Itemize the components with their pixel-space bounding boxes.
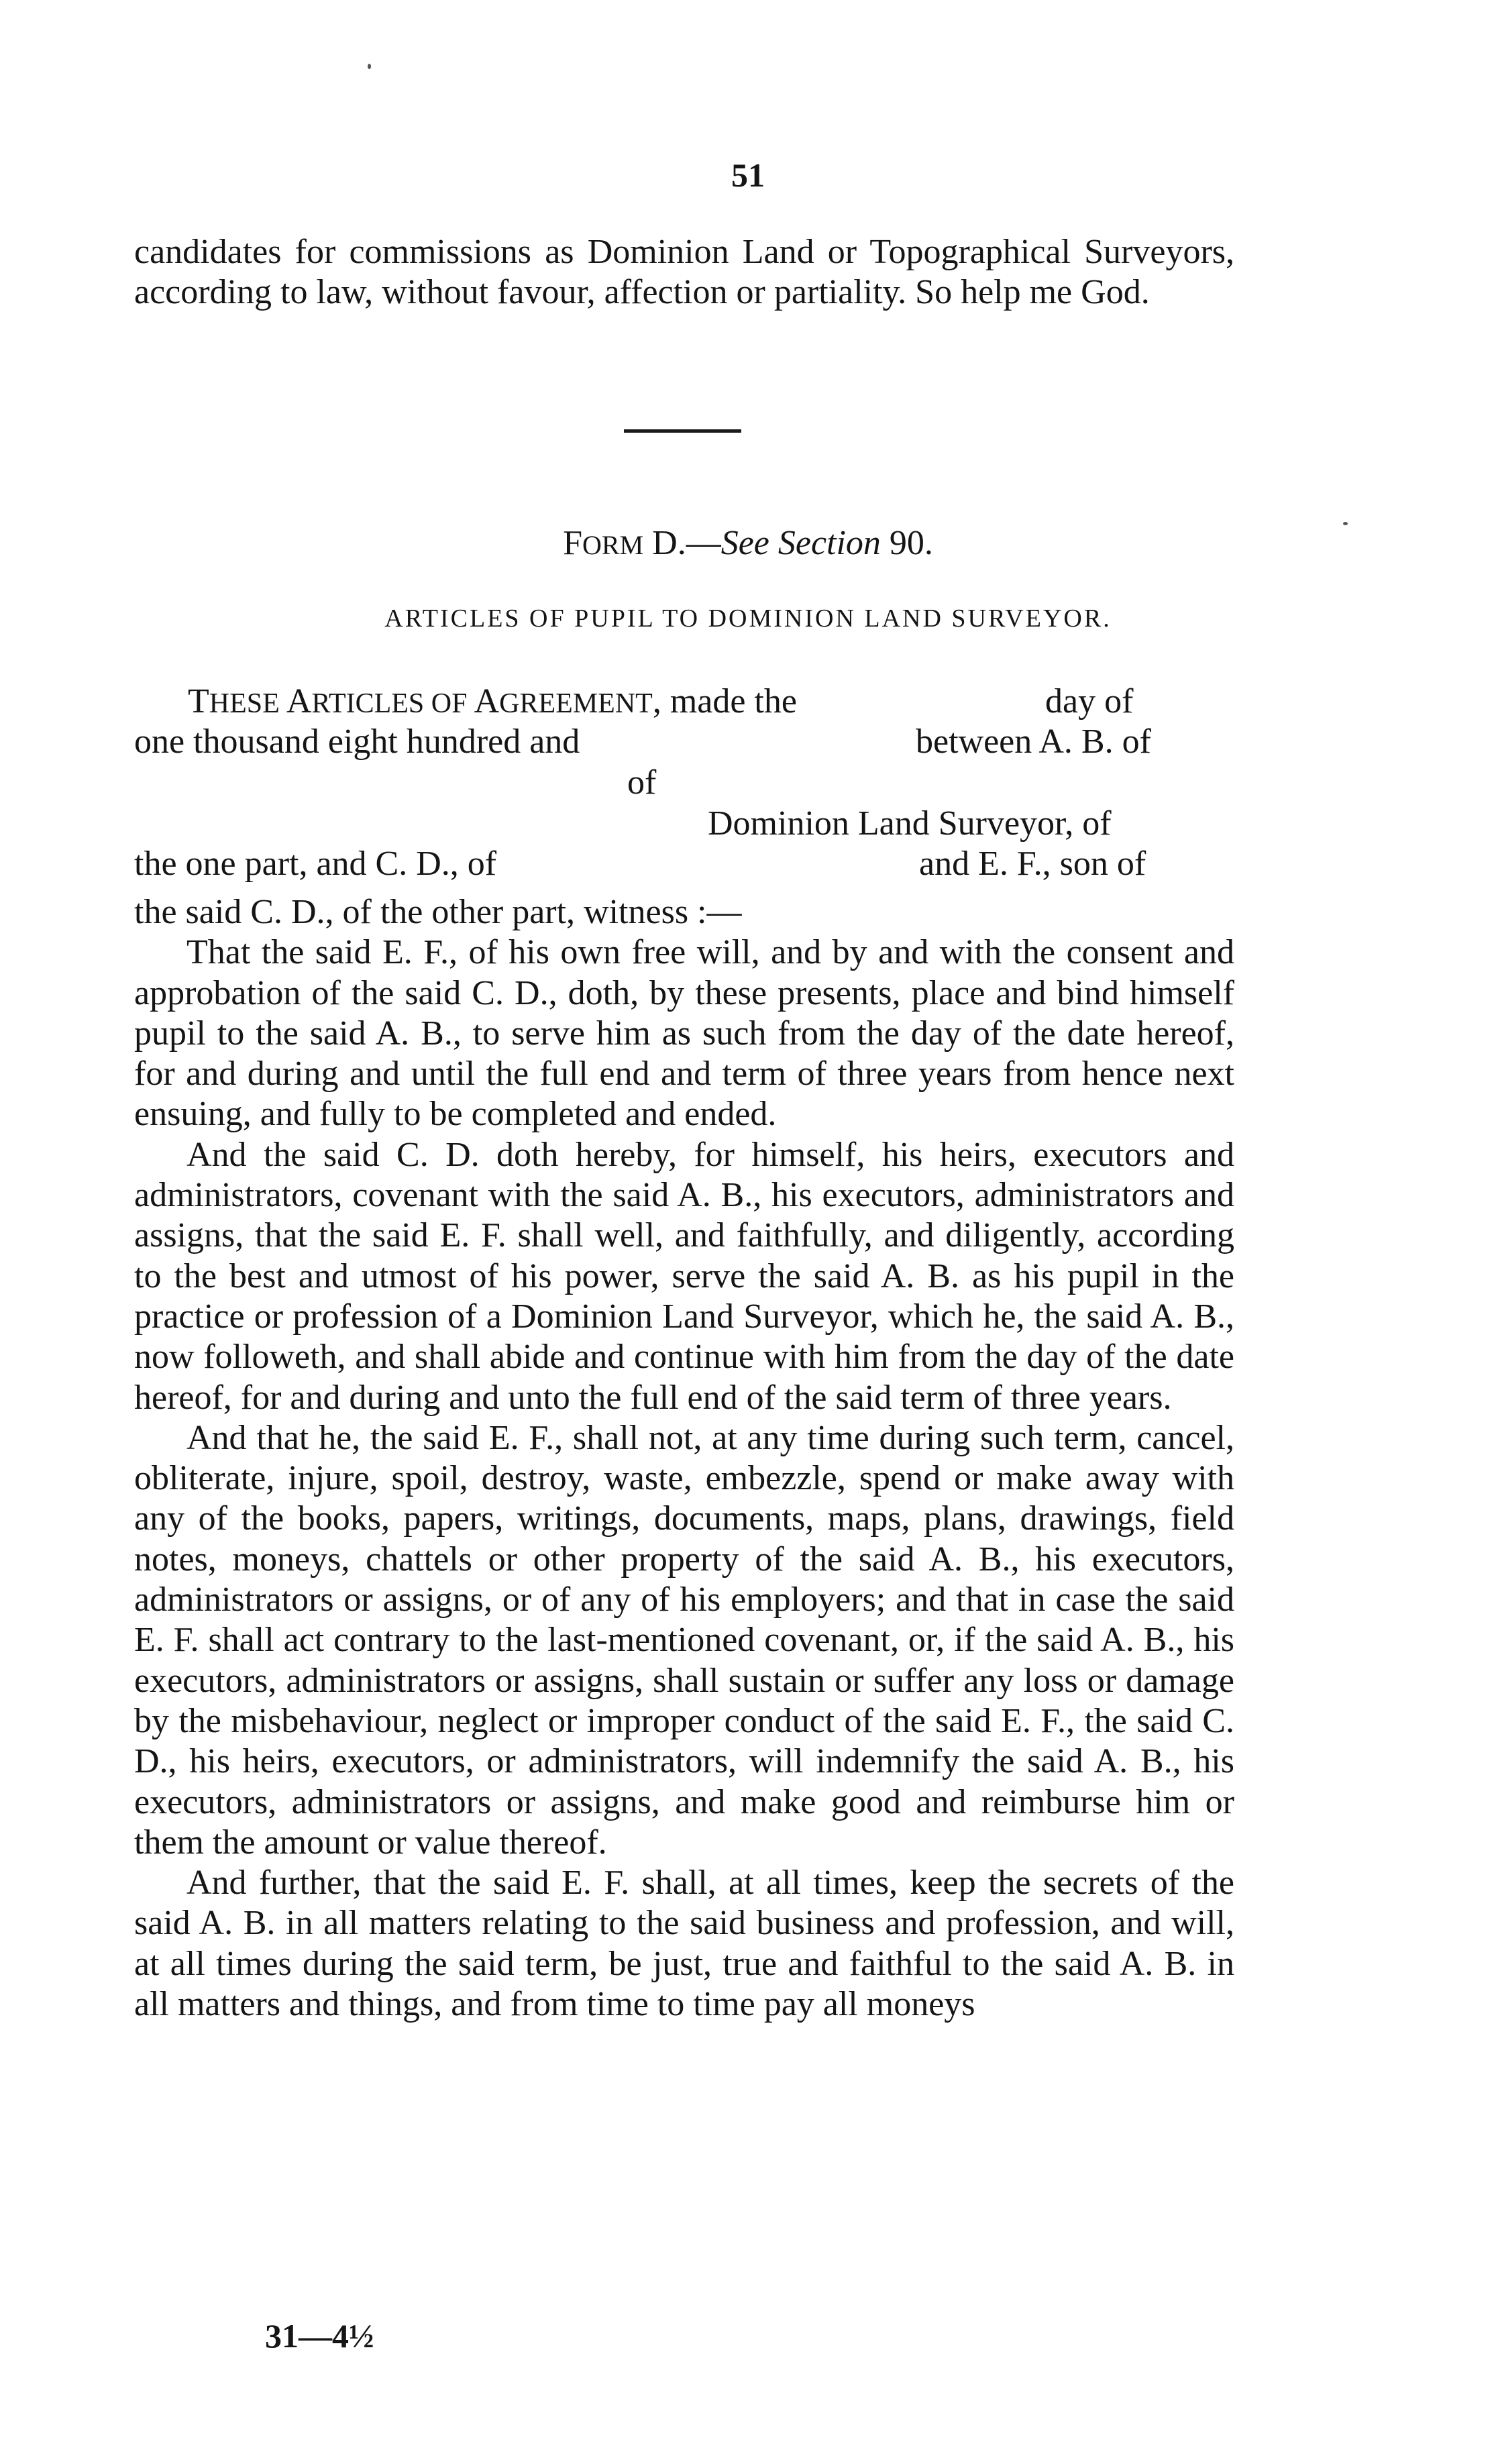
day-of: day of	[1045, 682, 1134, 720]
articles-rest: RTICLES	[311, 688, 425, 719]
and-ef: and E. F., son of	[919, 845, 1146, 883]
form-label-first: F	[563, 524, 582, 562]
between-ab: between A. B. of	[916, 722, 1151, 761]
one-thousand: one thousand eight hundred and	[134, 722, 580, 761]
paragraph-pupil-binding: That the said E. F., of his own free will, and by and with the consent and approbation of the said C. D., doth, by these presents, place and bind himself pupil to the said A. B., to serve him as such from the day of the date hereof, for and during and until the full end and term of three years from hence next ensuing, and fully to be completed and ended.	[134, 933, 1234, 1134]
form-label-rest: ORM	[582, 530, 644, 560]
page-number: 51	[731, 156, 765, 194]
form-heading	[0, 523, 1496, 563]
of-line: of	[627, 763, 657, 802]
one-part: the one part, and C. D., of	[134, 845, 497, 883]
agreement-rest: GREEMENT	[499, 688, 653, 719]
print-speck	[368, 64, 371, 69]
witness-line: the said C. D., of the other part, witness :—	[134, 893, 742, 931]
agreement-first-letter: A	[467, 682, 500, 720]
made-the: , made the	[652, 682, 797, 720]
agreement-intro-line-1	[188, 682, 797, 724]
paragraph-covenant: And the said C. D. doth hereby, for himself, his heirs, executors and administrators, covenant with the said A. B., his executors, administrators and assigns, that the said E. F. shall well, and faithfully, and diligently, according to the best and utmost of his power, serve the said A. B. as his pupil in the practice or profession of a Dominion Land Surveyor, which he, the said A. B., now followeth, and shall abide and continue with him from the day of the date hereof, for and during and unto the full end of the said term of three years.	[134, 1135, 1234, 1417]
signature-mark: 31—4½	[265, 2317, 374, 2355]
these-first-letter: T	[188, 682, 209, 720]
section-number: 90.	[880, 524, 933, 562]
see-section-label: See Section	[720, 524, 881, 562]
body-text	[134, 892, 1234, 2025]
of-word: OF	[424, 688, 468, 719]
articles-first-letter: A	[279, 682, 312, 720]
these-rest: HESE	[209, 688, 280, 719]
dls-of: Dominion Land Surveyor, of	[708, 804, 1112, 843]
articles-title: ARTICLES OF PUPIL TO DOMINION LAND SURVEYOR.	[384, 604, 1112, 633]
opening-paragraph	[134, 232, 1234, 313]
section-divider	[624, 429, 741, 433]
paragraph-secrets: And further, that the said E. F. shall, at all times, keep the secrets of the said A. B. in all matters relating to the said business and profession, and will, at all times during the said term, be just, true and faithful to the said A. B. in all matters and things, and from time to time pay all moneys	[134, 1864, 1234, 2024]
paragraph-property: And that he, the said E. F., shall not, at any time during such term, cancel, obliterate, injure, spoil, destroy, waste, embezzle, spend or make away with any of the books, papers, writings, documents, maps, plans, drawings, field notes, moneys, chattels or other property of the said A. B., his executors, administrators or assigns, or of any of his employers; and that in case the said E. F. shall act contrary to the last-mentioned covenant, or, if the said A. B., his executors, administrators or assigns, shall sustain or suffer any loss or damage by the misbehaviour, neglect or improper conduct of the said E. F., the said C. D., his heirs, executors, or administrators, will indemnify the said A. B., his executors, administrators or assigns, and make good and reimburse him or them the amount or value thereof.	[134, 1418, 1234, 1862]
opening-paragraph-text: candidates for commissions as Dominion Land or Topographical Surveyors, according to law, without favour, affection or partiality. So help me God.	[134, 233, 1234, 312]
form-letter: D.—	[643, 524, 721, 562]
